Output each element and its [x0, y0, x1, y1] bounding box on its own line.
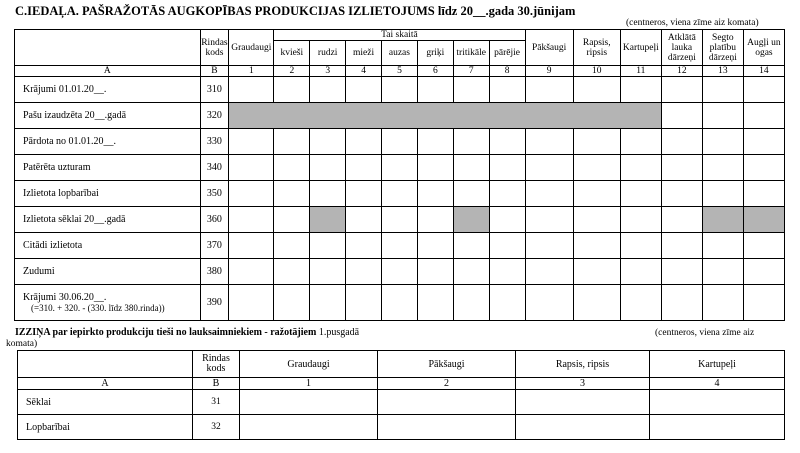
izzina-header-blank	[18, 351, 193, 378]
table-row	[18, 390, 785, 415]
input-cell[interactable]	[382, 155, 418, 181]
header-auzas: auzas	[382, 41, 418, 66]
input-cell[interactable]	[417, 77, 453, 103]
izzina-header-kartupeli: Kartupeļi	[650, 351, 785, 378]
izzina-col-index: 3	[516, 378, 650, 390]
col-index: 14	[743, 66, 784, 77]
input-cell[interactable]	[274, 77, 310, 103]
table-row	[15, 155, 785, 181]
input-cell[interactable]	[310, 181, 346, 207]
header-parejie: pārējie	[489, 41, 525, 66]
row-code: 330	[200, 129, 229, 155]
col-index: B	[200, 66, 229, 77]
input-cell[interactable]	[661, 207, 702, 233]
table-row	[15, 233, 785, 259]
izzina-header-rindas-kods: Rindas kods	[193, 351, 240, 378]
table-row	[15, 181, 785, 207]
input-cell[interactable]	[620, 155, 661, 181]
input-cell[interactable]	[346, 155, 382, 181]
input-cell[interactable]	[661, 285, 702, 321]
input-cell[interactable]	[516, 390, 650, 415]
input-cell[interactable]	[346, 259, 382, 285]
izzina-col-index: 2	[378, 378, 516, 390]
input-cell[interactable]	[743, 181, 784, 207]
input-cell[interactable]	[743, 103, 784, 129]
input-cell[interactable]	[274, 233, 310, 259]
izzina-row-label: Lopbarībai	[18, 415, 193, 440]
input-cell[interactable]	[573, 129, 620, 155]
table-row	[15, 103, 785, 129]
input-cell[interactable]	[620, 181, 661, 207]
izzina-col-index: 4	[650, 378, 785, 390]
input-cell[interactable]	[516, 415, 650, 440]
input-cell[interactable]	[489, 155, 525, 181]
input-cell[interactable]	[702, 259, 743, 285]
input-cell[interactable]	[310, 259, 346, 285]
input-cell[interactable]	[417, 155, 453, 181]
input-cell[interactable]	[573, 233, 620, 259]
input-cell[interactable]	[229, 181, 274, 207]
row-code: 380	[200, 259, 229, 285]
input-cell[interactable]	[453, 155, 489, 181]
header-miezi: mieži	[346, 41, 382, 66]
input-cell[interactable]	[702, 155, 743, 181]
input-cell[interactable]	[310, 285, 346, 321]
input-cell[interactable]	[489, 285, 525, 321]
izzina-col-index: 1	[240, 378, 378, 390]
izzina-row-code: 32	[193, 415, 240, 440]
row-label	[15, 285, 201, 321]
input-cell[interactable]	[229, 129, 274, 155]
input-cell[interactable]	[346, 77, 382, 103]
input-cell[interactable]	[620, 259, 661, 285]
input-cell[interactable]	[743, 285, 784, 321]
input-cell[interactable]	[620, 129, 661, 155]
input-cell[interactable]	[525, 155, 573, 181]
input-cell[interactable]	[573, 155, 620, 181]
col-index: 8	[489, 66, 525, 77]
input-cell[interactable]	[489, 129, 525, 155]
input-cell[interactable]	[489, 233, 525, 259]
header-rindas-kods: Rindas kods	[200, 30, 229, 66]
input-cell[interactable]	[743, 233, 784, 259]
input-cell[interactable]	[378, 390, 516, 415]
row-code: 390	[200, 285, 229, 321]
input-cell[interactable]	[378, 415, 516, 440]
section-c-table	[14, 29, 785, 321]
input-cell[interactable]	[489, 259, 525, 285]
row-label: Pārdota no 01.01.20__.	[15, 129, 201, 155]
input-cell[interactable]	[620, 77, 661, 103]
table-row	[15, 207, 785, 233]
input-cell[interactable]	[417, 129, 453, 155]
input-cell[interactable]	[382, 259, 418, 285]
input-cell[interactable]	[382, 207, 418, 233]
input-cell[interactable]	[382, 129, 418, 155]
input-cell[interactable]	[489, 181, 525, 207]
input-cell[interactable]	[489, 207, 525, 233]
table-row	[15, 129, 785, 155]
input-cell[interactable]	[702, 285, 743, 321]
input-cell[interactable]	[661, 77, 702, 103]
shaded-cell	[743, 207, 784, 233]
input-cell[interactable]	[229, 155, 274, 181]
section-c-unit-note: (centneros, viena zīme aiz komata)	[626, 18, 759, 28]
input-cell[interactable]	[573, 285, 620, 321]
header-kartupeli: Kartupeļi	[620, 30, 661, 66]
header-paksaugi: Pākšaugi	[525, 30, 573, 66]
input-cell[interactable]	[573, 77, 620, 103]
input-cell[interactable]	[346, 207, 382, 233]
izzina-header-rapsis: Rapsis, ripsis	[516, 351, 650, 378]
input-cell[interactable]	[382, 233, 418, 259]
col-index: 9	[525, 66, 573, 77]
input-cell[interactable]	[743, 129, 784, 155]
row-label-main: Krājumi 30.06.20__.	[23, 291, 107, 303]
row-label: Citādi izlietota	[15, 233, 201, 259]
izzina-unit-note-cont: komata)	[6, 339, 38, 349]
input-cell[interactable]	[525, 129, 573, 155]
input-cell[interactable]	[274, 207, 310, 233]
izzina-title-bold: IZZIŅA par iepirkto produkciju tieši no lauksaimniekiem - ražotājiem	[15, 327, 317, 338]
row-label: Zudumi	[15, 259, 201, 285]
input-cell[interactable]	[310, 233, 346, 259]
input-cell[interactable]	[453, 129, 489, 155]
input-cell[interactable]	[346, 233, 382, 259]
input-cell[interactable]	[274, 181, 310, 207]
input-cell[interactable]	[620, 207, 661, 233]
input-cell[interactable]	[702, 77, 743, 103]
input-cell[interactable]	[620, 285, 661, 321]
input-cell[interactable]	[661, 233, 702, 259]
input-cell[interactable]	[417, 181, 453, 207]
header-segto-platibu: Segto platību dārzeņi	[702, 30, 743, 66]
input-cell[interactable]	[240, 390, 378, 415]
input-cell[interactable]	[525, 259, 573, 285]
input-cell[interactable]	[573, 259, 620, 285]
input-cell[interactable]	[417, 233, 453, 259]
col-index: 11	[620, 66, 661, 77]
input-cell[interactable]	[661, 129, 702, 155]
input-cell[interactable]	[525, 207, 573, 233]
shaded-cell	[453, 207, 489, 233]
input-cell[interactable]	[310, 129, 346, 155]
izzina-header-paksaugi: Pākšaugi	[378, 351, 516, 378]
input-cell[interactable]	[525, 181, 573, 207]
input-cell[interactable]	[229, 77, 274, 103]
col-index: 5	[382, 66, 418, 77]
input-cell[interactable]	[417, 207, 453, 233]
input-cell[interactable]	[743, 77, 784, 103]
table-row	[18, 415, 785, 440]
input-cell[interactable]	[229, 285, 274, 321]
header-augli-ogas: Augļi un ogas	[743, 30, 784, 66]
header-rudzi: rudzi	[310, 41, 346, 66]
section-c-title: C.IEDAĻA. PAŠRAŽOTĀS AUGKOPĪBAS PRODUKCIJAS IZLIETOJUMS līdz 20__.gada 30.jūnijam	[15, 4, 576, 18]
input-cell[interactable]	[274, 129, 310, 155]
col-index: 10	[573, 66, 620, 77]
col-index: 13	[702, 66, 743, 77]
izzina-row-label: Sēklai	[18, 390, 193, 415]
row-code: 320	[200, 103, 229, 129]
row-code: 360	[200, 207, 229, 233]
header-griki: griķi	[417, 41, 453, 66]
input-cell[interactable]	[453, 233, 489, 259]
input-cell[interactable]	[417, 259, 453, 285]
header-tritikale: tritikāle	[453, 41, 489, 66]
row-code: 310	[200, 77, 229, 103]
row-code: 350	[200, 181, 229, 207]
izzina-title	[15, 327, 359, 338]
col-index: 3	[310, 66, 346, 77]
izzina-row-code: 31	[193, 390, 240, 415]
input-cell[interactable]	[453, 259, 489, 285]
table-row	[15, 285, 785, 321]
table-row	[15, 77, 785, 103]
input-cell[interactable]	[229, 233, 274, 259]
input-cell[interactable]	[743, 155, 784, 181]
input-cell[interactable]	[573, 207, 620, 233]
input-cell[interactable]	[229, 207, 274, 233]
shaded-cell	[702, 207, 743, 233]
row-label: Izlietota sēklai 20__.gadā	[15, 207, 201, 233]
input-cell[interactable]	[417, 285, 453, 321]
input-cell[interactable]	[650, 415, 785, 440]
row-label-formula: (=310. + 320. - (330. līdz 380.rinda))	[31, 302, 165, 313]
col-index: 1	[229, 66, 274, 77]
input-cell[interactable]	[274, 155, 310, 181]
input-cell[interactable]	[525, 233, 573, 259]
header-blank	[15, 30, 201, 66]
input-cell[interactable]	[525, 285, 573, 321]
col-index: 12	[661, 66, 702, 77]
input-cell[interactable]	[702, 233, 743, 259]
input-cell[interactable]	[650, 390, 785, 415]
col-index: 2	[274, 66, 310, 77]
input-cell[interactable]	[382, 285, 418, 321]
col-index: 4	[346, 66, 382, 77]
input-cell[interactable]	[346, 285, 382, 321]
input-cell[interactable]	[573, 181, 620, 207]
header-rapsis: Rapsis, ripsis	[573, 30, 620, 66]
row-code: 340	[200, 155, 229, 181]
shaded-cell	[229, 103, 662, 129]
input-cell[interactable]	[453, 77, 489, 103]
row-code: 370	[200, 233, 229, 259]
izzina-unit-note: (centneros, viena zīme aiz	[655, 328, 755, 338]
izzina-table	[17, 350, 785, 440]
input-cell[interactable]	[702, 103, 743, 129]
input-cell[interactable]	[382, 181, 418, 207]
input-cell[interactable]	[661, 103, 702, 129]
input-cell[interactable]	[453, 285, 489, 321]
izzina-title-rest: 1.pusgadā	[316, 327, 360, 338]
input-cell[interactable]	[240, 415, 378, 440]
input-cell[interactable]	[702, 181, 743, 207]
input-cell[interactable]	[310, 77, 346, 103]
izzina-col-index: A	[18, 378, 193, 390]
header-atklata-lauka: Atklātā lauka dārzeņi	[661, 30, 702, 66]
header-tai-skaita: Tai skaitā	[274, 30, 525, 41]
input-cell[interactable]	[620, 233, 661, 259]
input-cell[interactable]	[525, 77, 573, 103]
row-label: Pašu izaudzēta 20__.gadā	[15, 103, 201, 129]
row-label: Krājumi 01.01.20__.	[15, 77, 201, 103]
input-cell[interactable]	[382, 77, 418, 103]
input-cell[interactable]	[229, 259, 274, 285]
col-index: 7	[453, 66, 489, 77]
input-cell[interactable]	[346, 129, 382, 155]
input-cell[interactable]	[346, 181, 382, 207]
input-cell[interactable]	[702, 129, 743, 155]
row-label: Patērēta uzturam	[15, 155, 201, 181]
shaded-cell	[310, 207, 346, 233]
input-cell[interactable]	[661, 181, 702, 207]
header-kviesi: kvieši	[274, 41, 310, 66]
header-graudaugi: Graudaugi	[229, 30, 274, 66]
input-cell[interactable]	[661, 259, 702, 285]
col-index: A	[15, 66, 201, 77]
input-cell[interactable]	[274, 285, 310, 321]
izzina-header-graudaugi: Graudaugi	[240, 351, 378, 378]
izzina-col-index: B	[193, 378, 240, 390]
input-cell[interactable]	[661, 155, 702, 181]
input-cell[interactable]	[489, 77, 525, 103]
col-index: 6	[417, 66, 453, 77]
input-cell[interactable]	[743, 259, 784, 285]
input-cell[interactable]	[310, 155, 346, 181]
table-row	[15, 259, 785, 285]
row-label: Izlietota lopbarībai	[15, 181, 201, 207]
input-cell[interactable]	[453, 181, 489, 207]
input-cell[interactable]	[274, 259, 310, 285]
